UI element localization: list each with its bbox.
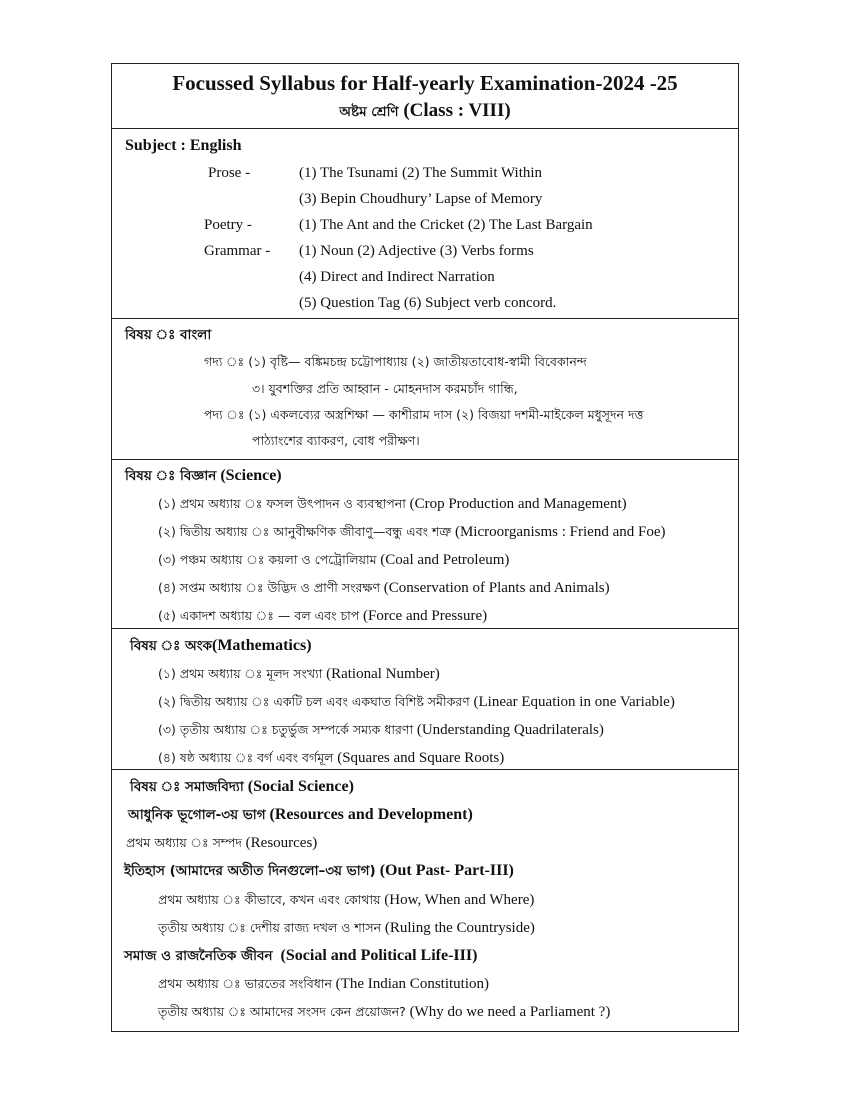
class-en: (Class : VIII) [403, 100, 511, 121]
syllabus-sheet [111, 63, 739, 1032]
maths-section [112, 629, 738, 770]
prose-label: Prose - [208, 165, 251, 181]
maths-item-3-en: (Understanding Quadrilaterals) [416, 722, 604, 738]
geography-heading [128, 806, 473, 824]
maths-item-2 [158, 693, 675, 711]
polity-item-2-en: (Why do we need a Parliament ?) [409, 1004, 611, 1020]
bangla-heading: বিষয় ঃ বাংলা [125, 327, 212, 343]
maths-item-4-en: (Squares and Square Roots) [337, 750, 505, 766]
english-heading: Subject : English [125, 137, 242, 154]
polity-item-1 [158, 975, 489, 993]
geography-item-1-en: (Resources) [245, 835, 318, 851]
geography-heading-bn: আধুনিক ভূগোল-৩য় ভাগ [128, 807, 266, 823]
science-section [112, 460, 738, 629]
science-item-5-bn: (৫) একাদশ অধ্যায় ঃ — বল এবং চাপ [158, 608, 360, 623]
history-heading-bn: ইতিহাস (আমাদের অতীত দিনগুলো–৩য় ভাগ) [124, 863, 376, 879]
history-heading [124, 862, 514, 880]
social-heading-bn: বিষয় ঃ সমাজবিদ্যা [130, 779, 244, 795]
science-heading-bn: বিষয় ঃ বিজ্ঞান [125, 468, 217, 484]
science-item-1-en: (Crop Production and Management) [409, 496, 627, 512]
maths-item-2-bn: (২) দ্বিতীয় অধ্যায় ঃ একটি চল এবং একঘাত বিশিষ্ট সমীকরণ [158, 694, 470, 709]
poetry-label: Poetry - [204, 217, 252, 233]
header-section [112, 64, 738, 129]
social-heading [130, 778, 354, 796]
polity-item-2-bn: তৃতীয় অধ্যায় ঃ আমাদের সংসদ কেন প্রয়োজন? [158, 1004, 406, 1019]
polity-heading-en: (Social and Political Life-III) [280, 947, 478, 964]
history-heading-en: (Out Past- Part-III) [379, 862, 514, 879]
maths-item-1 [158, 665, 440, 683]
maths-heading-bn: বিষয় ঃ অংক [130, 638, 212, 654]
bangla-line-4: পাঠ্যাংশের ব্যাকরণ, বোধ পরীক্ষণ। [252, 433, 420, 448]
polity-heading-bn: সমাজ ও রাজনৈতিক জীবন [124, 948, 273, 964]
science-item-1 [158, 495, 627, 513]
maths-item-3 [158, 721, 604, 739]
science-item-3-bn: (৩) পঞ্চম অধ্যায় ঃ কয়লা ও পেট্রোলিয়াম [158, 552, 377, 567]
history-item-1-bn: প্রথম অধ্যায় ঃ কীভাবে, কখন এবং কোথায় [158, 892, 381, 907]
maths-heading-en: (Mathematics) [212, 637, 312, 654]
maths-item-1-bn: (১) প্রথম অধ্যায় ঃ মূলদ সংখ্যা [158, 666, 323, 681]
science-item-4 [158, 579, 610, 597]
history-item-1 [158, 891, 534, 909]
polity-item-1-bn: প্রথম অধ্যায় ঃ ভারতের সংবিধান [158, 976, 332, 991]
maths-heading [130, 637, 312, 655]
science-heading [125, 467, 282, 485]
science-item-2-en: (Microorganisms : Friend and Foe) [454, 524, 666, 540]
maths-item-4 [158, 749, 504, 767]
science-item-1-bn: (১) প্রথম অধ্যায় ঃ ফসল উৎপাদন ও ব্যবস্থাপনা [158, 496, 406, 511]
class-bn: অষ্টম শ্রেণি [339, 104, 399, 120]
page-title: Focussed Syllabus for Half-yearly Examination-2024 -25 [172, 71, 678, 95]
prose-line-2: (3) Bepin Choudhury’ Lapse of Memory [299, 191, 543, 207]
class-title [112, 100, 738, 123]
english-section [112, 129, 738, 319]
grammar-line-3: (5) Question Tag (6) Subject verb concord. [299, 295, 557, 311]
bangla-line-1: গদ্য ঃ (১) বৃষ্টি— বঙ্কিমচন্দ্র চট্টোপাধ্যায় (২) জাতীয়তাবোধ-স্বামী বিবেকানন্দ [204, 354, 587, 369]
social-heading-en: (Social Science) [247, 778, 354, 795]
prose-line-1: (1) The Tsunami (2) The Summit Within [299, 165, 543, 181]
science-heading-en: (Science) [220, 467, 282, 484]
science-item-2-bn: (২) দ্বিতীয় অধ্যায় ঃ আনুবীক্ষণিক জীবাণু—বন্ধু এবং শত্রু [158, 524, 452, 539]
science-item-3-en: (Coal and Petroleum) [380, 552, 510, 568]
geography-item-1 [126, 834, 317, 852]
grammar-label: Grammar - [204, 243, 271, 259]
maths-item-4-bn: (৪) ষষ্ঠ অধ্যায় ঃ বর্গ এবং বর্গমূল [158, 750, 334, 765]
social-section [112, 770, 738, 1033]
grammar-line-2: (4) Direct and Indirect Narration [299, 269, 495, 285]
polity-item-2 [158, 1003, 610, 1021]
bangla-line-3: পদ্য ঃ (১) একলব্যের অস্ত্রশিক্ষা — কাশীরাম দাস (২) বিজয়া দশমী-মাইকেল মধুসূদন দত্ত [204, 407, 644, 422]
poetry-line-1: (1) The Ant and the Cricket (2) The Last Bargain [299, 217, 593, 233]
polity-item-1-en: (The Indian Constitution) [335, 976, 489, 992]
maths-item-3-bn: (৩) তৃতীয় অধ্যায় ঃ চতুর্ভুজ সম্পর্কে সম্যক ধারণা [158, 722, 414, 737]
history-item-1-en: (How, When and Where) [384, 892, 535, 908]
polity-heading [124, 947, 477, 965]
science-item-2 [158, 523, 665, 541]
science-item-5 [158, 607, 487, 625]
science-item-4-en: (Conservation of Plants and Animals) [383, 580, 610, 596]
grammar-line-1: (1) Noun (2) Adjective (3) Verbs forms [299, 243, 534, 259]
bangla-section [112, 319, 738, 460]
science-item-5-en: (Force and Pressure) [363, 608, 488, 624]
science-item-4-bn: (৪) সপ্তম অধ্যায় ঃ উদ্ভিদ ও প্রাণী সংরক্ষণ [158, 580, 381, 595]
history-item-2-en: (Ruling the Countryside) [384, 920, 535, 936]
geography-heading-en: (Resources and Development) [269, 806, 473, 823]
geography-item-1-bn: প্রথম অধ্যায় ঃ সম্পদ [126, 835, 242, 850]
maths-item-2-en: (Linear Equation in one Variable) [473, 694, 675, 710]
maths-item-1-en: (Rational Number) [326, 666, 440, 682]
bangla-line-2: ৩। যুবশক্তির প্রতি আহ্বান - মোহনদাস করমচাঁদ গান্ধি, [252, 381, 518, 396]
history-item-2-bn: তৃতীয় অধ্যায় ঃ দেশীয় রাজ্য দখল ও শাসন [158, 920, 382, 935]
history-item-2 [158, 919, 535, 937]
science-item-3 [158, 551, 509, 569]
